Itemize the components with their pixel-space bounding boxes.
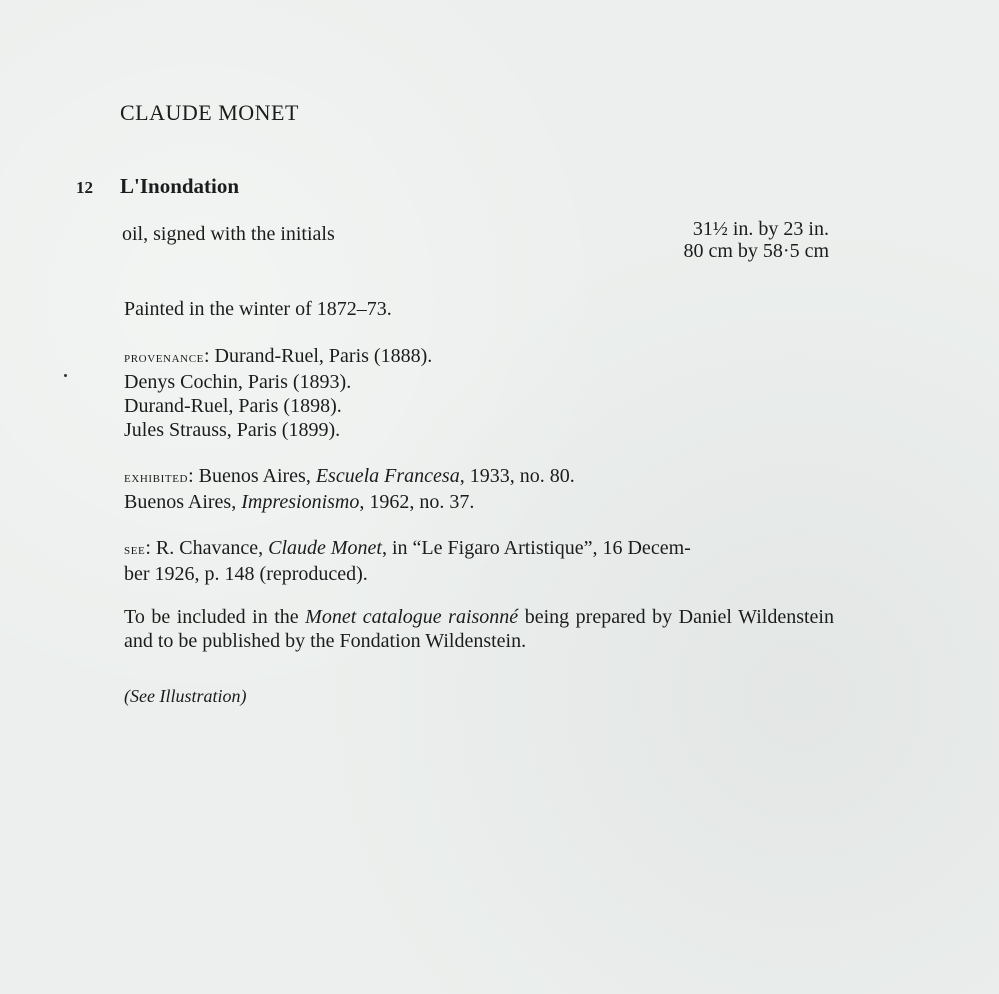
literature-title: Claude Monet (268, 537, 382, 559)
provenance-entry: Durand-Ruel, Paris (1898). (124, 395, 342, 417)
medium-description: oil, signed with the initials (122, 223, 335, 245)
catalogue-title: Monet catalogue raisonné (305, 606, 519, 628)
literature-section: see: R. Chavance, Claude Monet, in “Le Figaro Artistique”, 16 Decem- ber 1926, p. 148 (reproduced). (124, 537, 691, 585)
provenance-label: provenance (124, 349, 204, 366)
see-illustration-note: (See Illustration) (124, 686, 247, 706)
dimensions-cm: 80 cm by 58·5 cm (683, 240, 829, 262)
see-label: see (124, 541, 146, 558)
provenance-section: provenance: Durand-Ruel, Paris (1888). Denys Cochin, Paris (1893). Durand-Ruel, Paris (1898). Jules Strauss, Paris (1899). (124, 344, 836, 442)
painted-date: Painted in the winter of 1872–73. (124, 298, 392, 320)
dimensions (683, 218, 829, 262)
lot-number: 12 (76, 178, 93, 197)
paper-speck (64, 374, 67, 377)
exhibited-section: exhibited: Buenos Aires, Escuela Francesa, 1933, no. 80. Buenos Aires, Impresionismo, 1962, no. 37. (124, 465, 575, 513)
provenance-entry: Jules Strauss, Paris (1899). (124, 419, 341, 441)
provenance-entry: Denys Cochin, Paris (1893). (124, 371, 352, 393)
lot-title: L'Inondation (120, 174, 240, 198)
provenance-entry: Durand-Ruel, Paris (1888). (214, 345, 433, 367)
exhibition-title: Impresionismo (241, 491, 360, 513)
exhibition-title: Escuela Francesa (315, 465, 460, 487)
artist-heading: CLAUDE MONET (120, 100, 299, 125)
exhibited-label: exhibited (124, 469, 189, 486)
catalogue-raisonne-note: To be included in the Monet catalogue raisonné being prepared by Daniel Wildenstein and to be published by the Fondation Wildenstein. (124, 606, 834, 652)
dimensions-inches: 31½ in. by 23 in. (692, 218, 829, 240)
